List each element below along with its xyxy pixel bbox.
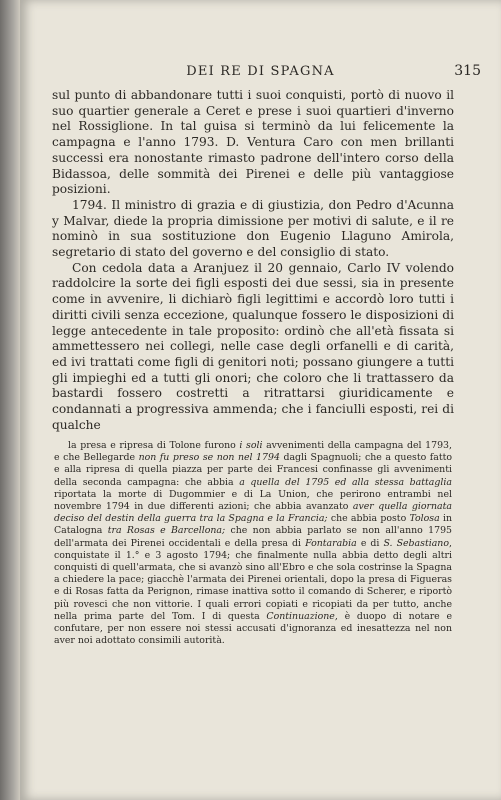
footnote-seg: che abbia posto (327, 513, 410, 525)
footnote-italic: S. Sebastiano (383, 537, 449, 549)
paragraph-continuation: sul punto di abbandonare tutti i suoi conquisti, portò di nuovo il suo quartier generale a Ceret e prese i suoi quartieri d'inverno nel Rossiglione. In tal guisa si terminò da lui felicemente la campagna e l'anno 1793. D. Ventura Caro con men brillanti successi era nonostante rimasto padrone dell'intero corso della Bidassoa, delle sommità dei Pirenei e delle più vantaggiose posizioni. (52, 88, 454, 197)
paragraph-cedola-aranjuez: Con cedola data a Aranjuez il 20 gennaio, Carlo IV volendo raddolcire la sorte dei figli esposti dei due sessi, sia in presente come in avvenire, li dichiarò figli legittimi e accordò loro tutti i diritti civili senza eccezione, qualunque fossero le disposizioni di legge antecedente in tale proposito: ordinò che all'età fissata si ammettessero nei collegi, nelle case degli orfanelli e di carità, ed ivi trattati come figli di genitori noti; possano giungere a tutti gli impieghi ed a tutti gli onori; che coloro che li trattassero da bastardi fossero costretti a ritrattarsi giuridicamente e condannati a progressiva ammenda; che i fanciulli esposti, rei di qualche (52, 260, 454, 432)
footnote-italic: Fontarabia (305, 537, 357, 549)
book-spine-shadow (0, 0, 22, 800)
paragraph-1794-ministry: 1794. Il ministro di grazia e di giustizia, don Pedro d'Acunna y Malvar, diede la propria dimissione per motivi di salute, e il re nominò in sua sostituzione don Eugenio Llaguno Amirola, segretario di stato del governo e del consiglio di stato. (52, 197, 454, 260)
footnote-italic: Tolosa (409, 513, 440, 525)
footnote-seg: , è duopo di notare e confutare, per non essere noi stessi accusati d'ignoranza ed inesattezza nel non aver noi adottato consimili autorità. (54, 610, 452, 647)
footnote-seg: avvenimenti della campagna del 1793, e che Bellegarde (54, 440, 452, 464)
running-title: DEI RE DI SPAGNA (186, 64, 335, 79)
footnote-seg: dagli Spagnuoli; che a questo fatto e alla ripresa di quella piazza per parte dei Francesi confinasse gli avvenimenti della seconda campagna: che abbia (54, 452, 452, 488)
page-header (20, 64, 501, 84)
footnote-seg: , conquistate il 1.° e 3 agosto 1794; che finalmente nulla abbia detto degli altri conquisti di quell'armata, che si avanzò sino all'Ebro e che sola costrinse la Spagna a chiedere la pace; giacchè l'armata dei Pirenei orientali, dopo la presa di Figueras e di Rosas fatta da Perignon, rimase inattiva sotto il comando di Scherer, e riportò più rovesci che non vittorie. I quali errori copiati e ricopiati da per tutto, anche nella prima parte del Tom. I di questa (54, 537, 452, 622)
footnote-italic: a quella del 1795 ed alla stessa battaglia (239, 476, 452, 488)
footnote-text (54, 440, 452, 647)
footnote-seg: che non abbia parlato se non all'anno 1795 dell'armata dei Pirenei occidentali e della presa di (54, 525, 452, 549)
footnote-seg: la presa e ripresa di Tolone furono (68, 440, 240, 451)
footnote-italic: aver quella giornata deciso del destin della guerra tra la Spagna e la Francia; (54, 501, 452, 525)
footnote-seg: e di (356, 537, 384, 549)
footnote-seg: riportata la morte di Dugommier e di La Union, che perirono entrambi nel novembre 1794 in due differenti azioni; che abbia avanzato (54, 488, 452, 513)
footnote-block (54, 440, 452, 647)
footnote-italic: non fu preso se non nel 1794 (138, 452, 280, 464)
footnote-seg: in Catalogna (54, 513, 452, 537)
footnote-italic: tra Rosas e Barcellona; (107, 525, 226, 537)
footnote-italic: i soli (239, 440, 263, 451)
footnote-italic: Continuazione (266, 610, 335, 622)
book-page (20, 0, 501, 800)
main-text (52, 88, 454, 433)
page-number: 315 (454, 63, 481, 79)
